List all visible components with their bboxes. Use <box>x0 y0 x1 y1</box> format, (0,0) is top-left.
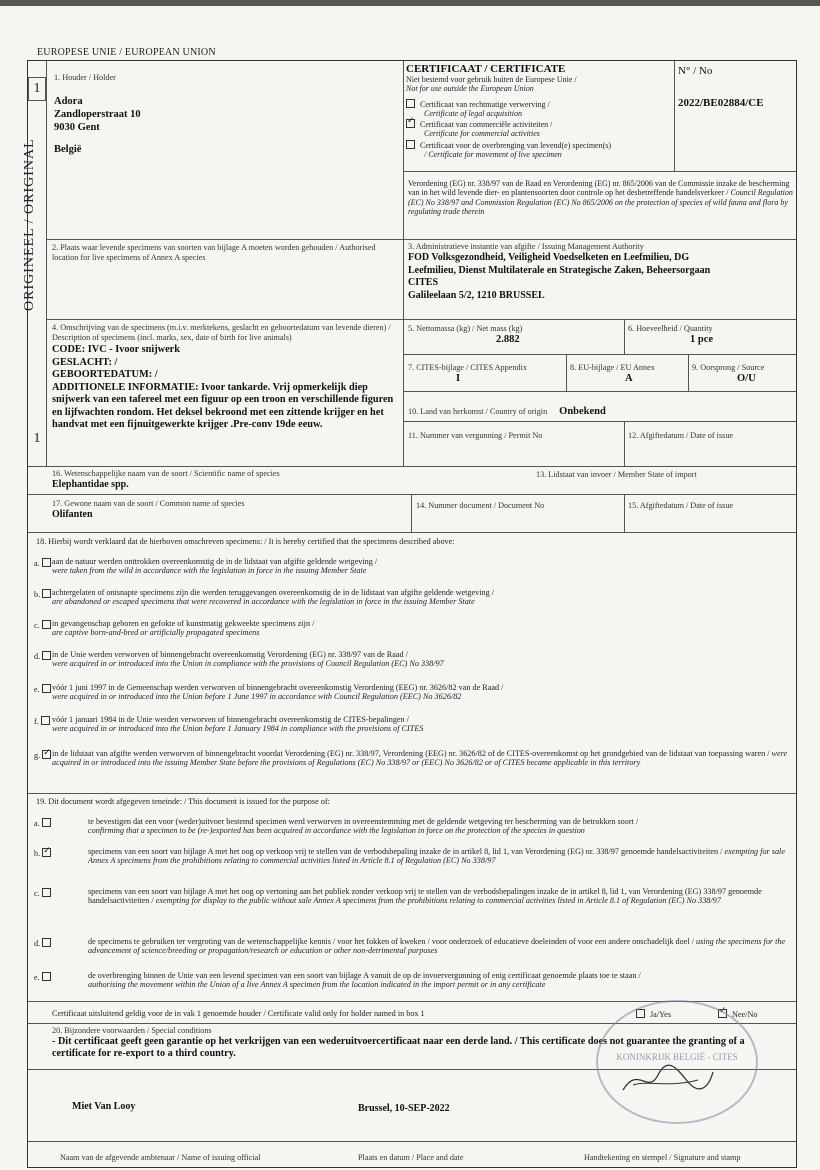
box-number-top: 1 <box>28 77 46 101</box>
holder-name: Adora <box>54 96 83 107</box>
checkbox-18a[interactable] <box>42 558 51 567</box>
scan-top-edge <box>0 0 820 6</box>
certificate-subtitle: Niet bestemd voor gebruik buiten de Europese Unie / <box>406 75 577 84</box>
checkbox-18b[interactable] <box>42 589 51 598</box>
regulation-text: Verordening (EG) nr. 338/97 van de Raad en Verordening (EG) nr. 865/2006 van de Commissie inzake de bescherming van in het wild levende dier- en plantensoorten door controle op het desbetreffende handelsverkeer / Council Regulation (EC) No 338/97 and Commission Regulation (EC) No 865/2006 on the protection of species of wild fauna and flora by regulating trade therein <box>408 179 793 216</box>
form-header: EUROPESE UNIE / EUROPEAN UNION <box>37 47 216 58</box>
box9-source: 9. Oorsprong / Source O/U <box>692 363 794 384</box>
holder-country: België <box>54 144 82 155</box>
signature-mark <box>618 1060 718 1100</box>
box5-mass: 5. Nettomassa (kg) / Net mass (kg) 2.882 <box>408 324 623 345</box>
line-h6 <box>403 421 796 422</box>
specimen-info: ADDITIONELE INFORMATIE: Ivoor tankarde. Vrij opmerkelijk diep snijwerk van een tafereel met een figuur op een troon en verschillende figuren en lijfwachten rondom. Het deksel bekroond met een zittende krijger en het handvat met een fijnuitgewerkte krijger .Pre-conv 19de eeuw. <box>52 381 394 430</box>
box3-authority <box>408 242 793 302</box>
box2-label: 2. Plaats waar levende specimens van soorten van bijlage A moeten worden gehouden / Authorised location for live specimens of Annex A species <box>52 243 376 262</box>
certificate-type-box <box>406 63 676 171</box>
place-and-date: Brussel, 10-SEP-2022 <box>358 1103 450 1114</box>
box1-label: 1. Houder / Holder <box>54 73 116 82</box>
box16-scientific: 16. Wetenschappelijke naam van de soort / Scientific name of species Elephantidae spp. <box>52 469 532 490</box>
special-conditions: - Dit certificaat geeft geen garantie op het verkrijgen van een wederuitvoercertificaat naar een derde land. / This certificate does not guarantee the granting of a certificate for re-export to a third country. <box>52 1036 745 1059</box>
checkbox-18e[interactable] <box>42 684 51 693</box>
box4-label: 4. Omschrijving van de specimens (m.i.v. merktekens, geslacht en geboortedatum van levende dieren) / Description of specimens (incl. marks, sex, date of birth for live animals) <box>52 323 391 342</box>
label-issuing-official: Naam van de afgevende ambtenaar / Name of issuing official <box>60 1153 261 1162</box>
holder-street: Zandloperstraat 10 <box>54 109 141 120</box>
eu-annex: A <box>625 373 633 384</box>
box3-label: 3. Administratieve instantie van afgifte / Issuing Management Authority <box>408 242 644 251</box>
checkbox-commercial-activities[interactable] <box>406 119 415 128</box>
cites-appendix: I <box>456 373 461 384</box>
certificate-subtitle-en: Not for use outside the European Union <box>406 84 534 94</box>
line-h14 <box>28 1141 796 1142</box>
label-signature: Handtekening en stempel / Signature and stamp <box>584 1153 741 1162</box>
checkbox-18f[interactable] <box>41 716 50 725</box>
validity-yes: Ja/Yes <box>636 1008 671 1019</box>
box4-description <box>52 323 399 432</box>
issuing-official: Miet Van Looy <box>72 1101 136 1112</box>
line-h8 <box>28 494 796 495</box>
number-divider <box>674 61 675 171</box>
line-h1 <box>403 171 796 172</box>
stamp-text: KONINKRIJK BELGIË - CITES <box>616 1052 738 1062</box>
certificate-option-2: ✓Certificaat van commerciële activiteiten / Certificate for commercial activities <box>406 118 676 139</box>
source: O/U <box>737 373 756 384</box>
holder-address <box>54 95 141 156</box>
box-number-bottom: 1 <box>33 431 41 446</box>
authority-address: FOD Volksgezondheid, Veiligheid Voedselketen en Leefmilieu, DG Leefmilieu, Dienst Multilaterale en Strategische Zaken, Beheersorgaan CITES Galileelaan 5/2, 1210 BRUSSEL <box>408 252 711 301</box>
specimen-sex: GESLACHT: / <box>52 356 118 368</box>
checkbox-18g[interactable] <box>42 750 51 759</box>
box20-conditions: 20. Bijzondere voorwaarden / Special conditions - Dit certificaat geeft geen garantie op het verkrijgen van een wederuitvoercertificaat naar een derde land. / This certificate does not guarantee the granting of a certificate for re-export to a third country. <box>52 1026 782 1060</box>
box1-holder <box>48 61 403 241</box>
certificate-form: 1 ORIGINEEL / ORIGINAL 1 1. Houder / Holder Adora Zandloperstraat 10 9030 Gent België CERTIFICAAT / CERTIFICATE Niet bestemd voor gebruik buiten de Europese Unie / Not for use outside the European Union Certificaat van rechtmatige verwerving / Certificate of legal acquisition ✓Certificaat van commerciële activiteiten / Certificate for commercial activities Certificaat voor de overbrenging van levend(e) specimen(s) / Certificate for movement of live specimen N° / No 2022/BE02884/CE Verordening (EG) nr. 338/97 van de Raad en Verordening (EG) nr. 865/2006 van de Commissie inzake de bescherming van in het wild levende dier- en plantensoorten door controle op het desbetreffende handelsverkeer / Council Regulation (EC) No 338/97 and Commission Regulation (EC) No 865/2006 on the protection of species of wild fauna and flora by regulating trade therein 2. Plaats waar levende specimens van soorten van bijlage A moeten worden gehouden / Authorised location for live specimens of Annex A species 3. Administratieve instantie van afgifte / Issuing Management Authority FOD Volksgezondheid, Veiligheid Voedselketen en Leefmilieu, DG Leefmilieu, Dienst Multilaterale en Strategische Zaken, Beheersorgaan CITES Galileelaan 5/2, 1210 BRUSSEL 4. Omschrijving van de specimens (m.i.v. merktekens, geslacht en geboortedatum van levende dieren) / Description of specimens (incl. marks, sex, date of birth for live animals) CODE: IVC - Ivoor snijwerk GESLACHT: / GEBOORTEDATUM: / ADDITIONELE INFORMATIE: Ivoor tankarde. Vrij opmerkelijk diep snijwerk van een tafereel met een figuur op een troon en verschillende figuren en lijfwachten rondom. Het deksel bekroond met een zittende krijger en het handvat met een fijnuitgewerkte krijger .Pre-conv 19de eeuw. 5. Nettomassa (kg) / Net mass (kg) 2.882 6. Hoeveelheid / Quantity 1 pce 7. CITES-bijlage / CITES Appendix I 8. EU-bijlage / EU Annex A 9. Oorsprong / Source O/U 10. Land van herkomst / Country of origin Onbekend 11. Nummer van vergunning / Permit No 12. Afgiftedatum / Date of issue 16. Wetenschappelijke naam van de soort / Scientific name of species Elephantidae spp. 13. Lidstaat van invoer / Member State of import 17. Gewone naam van de soort / Common name of species Olifanten 14. Nummer document / Document No 15. Afgiftedatum / Date of issue 18. Hierbij wordt verklaard dat de hierboven omschreven specimens: / It is hereby certified that the specimens described above: a. aan de natuur werden onttrokken overeenkomstig de in de lidstaat van afgifte geldende wetgeving / were taken from the wild in accordance with the legislation in force in the issuing Member State b. achtergelaten of ontsnapte specimens zijn die werden teruggevangen overeenkomstig de in de lidstaat van afgifte geldende wetgeving / are abandoned or escaped specimens that were recovered in accordance with the legislation in force in the issuing Member State c. in gevangenschap geboren en gefokte of kunstmatig gekweekte specimens zijn / are captive born-and-bred or artificially propagated specimens d. in de Unie werden verworven of binnengebracht overeenkomstig Verordening (EG) nr. 338/97 van de Raad / were acquired in or introduced into the Union in compliance with the provisions of Council Regulation (EC) No 338/97 e. vóór 1 juni 1997 in de Gemeenschap werden verworven of binnengebracht overeenkomstig Verordening (EEG) nr. 3626/82 van de Raad / were acquired in or introduced into the Union before 1 June 1997 in accordance with Council Regulation (EEC) No 3626/82 f. vóór 1 januari 1984 in de Unie werden verworven of binnengebracht overeenkomstig de CITES-bepalingen / were acquired in or introduced into the Union before 1 January 1984 in compliance with the provisions of CITES g. ✓ in de lidstaat van afgifte werden verworven of binnengebracht voordat Verordening (EG) nr. 338/97, Verordening (EEG) nr. 3626/82 of de CITES-overeenkomst op het grondgebied van de lidstaat van toepassing waren / were acquired in or introduced into the issuing Member State before the provisions of Regulations (EC) No 338/97 or (EEC) No 3626/82 or of CITES became applicable in this territory 19. Dit document wordt afgegeven teneinde: / This document is issued for the purpose of: a. te bevestigen dat een voor (weder)uitvoer bestemd specimen werd verworven in overeenstemming met de geldende wetgeving ter bescherming van de betrokken soort / confirming that a specimen to be (re-)exported has been acquired in accordance with the legislation in force on the protection of the species in question b. ✓ specimens van een soort van bijlage A met het oog op verkoop vrij te stellen van de verbodsbepaling inzake de in artikel 8, lid 1, van Verordening (EG) nr. 338/97 genoemde handelsactiviteiten / exempting for sale Annex A specimens from the prohibitions relating to commercial activities listed in Article 8.1 of Regulation (EC) No 338/97 c. specimens van een soort van bijlage A met het oog op vertoning aan het publiek zonder verkoop vrij te stellen van de verbodsbepalingen inzake de in artikel 8, lid 1, van Verordening (EG) 338/97 genoemde handelsactiviteiten / exempting for display to the public without sale Annex A specimens from the prohibitions relating to commercial activities listed in Article 8.1 of Regulation (EC) No 338/97 d. de specimens te gebruiken ter vergroting van de wetenschappelijke kennis / voor het fokken of kweken / voor onderzoek of educatieve doeleinden of voor een andere onschadelijk doel / using the specimens for the advancement of science/breeding or propagation/research or education or other non-detrimental purposes e. de overbrenging binnen de Unie van een levend specimen van een soort van bijlage A vanuit de op de invoervergunning of enig certificaat genoemde plaats toe te staan / authorising the movement within the Union of a live Annex A specimen from the location indicated in the import permit or in any certificate Certificaat uitsluitend geldig voor de in vak 1 genoemde houder / Certificate valid only for holder named in box 1 Ja/Yes ✓ Nee/No 20. Bijzondere voorwaarden / Special conditions - Dit certificaat geeft geen garantie op het verkrijgen van een wederuitvoercertificaat naar een derde land. / This certificate does not guarantee the granting of a certificate for re-export to a third country. Miet Van Looy Brussel, 10-SEP-2022 Naam van de afgevende ambtenaar / Name of issuing official Plaats en datum / Place and date Handtekening en stempel / Signature and stamp <box>27 60 797 1168</box>
line-h4 <box>403 354 796 355</box>
number-label: N° / No <box>678 65 713 77</box>
validity-text: Certificaat uitsluitend geldig voor de in vak 1 genoemde houder / Certificate valid only for holder named in box 1 <box>52 1009 425 1018</box>
box8-eu: 8. EU-bijlage / EU Annex A <box>570 363 688 384</box>
validity-no: ✓ Nee/No <box>718 1008 757 1019</box>
box13-member-state: 13. Lidstaat van invoer / Member State of import <box>536 470 697 479</box>
box14-document: 14. Nummer document / Document No <box>416 501 545 510</box>
specimen-code: CODE: IVC - Ivoor snijwerk <box>52 344 180 355</box>
net-mass: 2.882 <box>496 334 520 345</box>
line-h2 <box>46 239 796 240</box>
checkbox-18d[interactable] <box>42 651 51 660</box>
box10-origin: 10. Land van herkomst / Country of origin Onbekend <box>408 406 606 417</box>
divider-11-12 <box>624 421 625 466</box>
divider-17-14 <box>411 494 412 532</box>
certificate-option-3: Certificaat voor de overbrenging van levend(e) specimen(s) / Certificate for movement of live specimen <box>406 139 676 160</box>
checkbox-19c[interactable] <box>42 888 51 897</box>
box12-date: 12. Afgiftedatum / Date of issue <box>628 431 734 440</box>
line-h7 <box>28 466 796 467</box>
original-label: ORIGINEEL / ORIGINAL <box>22 138 37 311</box>
country-of-origin: Onbekend <box>559 406 606 417</box>
checkbox-19b[interactable] <box>42 848 51 857</box>
quantity: 1 pce <box>690 334 714 345</box>
common-name: Olifanten <box>52 509 93 520</box>
box11-permit: 11. Nummer van vergunning / Permit No <box>408 431 543 440</box>
specimen-birth: GEBOORTEDATUM: / <box>52 369 158 380</box>
box19-label: 19. Dit document wordt afgegeven teneinde: / This document is issued for the purpose of: <box>36 797 330 806</box>
divider-7-8 <box>566 354 567 391</box>
divider-5-6 <box>624 319 625 354</box>
mid-divider <box>403 61 404 466</box>
box18-label: 18. Hierbij wordt verklaard dat de hierboven omschreven specimens: / It is hereby certified that the specimens described above: <box>36 537 455 546</box>
certificate-number-box <box>678 65 793 109</box>
box6-quantity: 6. Hoeveelheid / Quantity 1 pce <box>628 324 793 345</box>
checkbox-legal-acquisition[interactable] <box>406 99 415 108</box>
checkbox-19d[interactable] <box>42 938 51 947</box>
checkbox-movement-live[interactable] <box>406 140 415 149</box>
line-h3 <box>46 319 796 320</box>
line-h5 <box>403 391 796 392</box>
left-divider <box>46 61 47 466</box>
checkbox-19a[interactable] <box>42 818 51 827</box>
holder-city: 9030 Gent <box>54 122 100 133</box>
line-h9 <box>28 532 796 533</box>
line-h10 <box>28 793 796 794</box>
divider-14-15 <box>624 494 625 532</box>
divider-8-9 <box>688 354 689 391</box>
certificate-number: 2022/BE02884/CE <box>678 97 764 109</box>
certificate-title: CERTIFICAAT / CERTIFICATE <box>406 63 566 75</box>
label-place-date: Plaats en datum / Place and date <box>358 1153 464 1162</box>
certificate-option-1: Certificaat van rechtmatige verwerving / Certificate of legal acquisition <box>406 98 676 119</box>
box15-date: 15. Afgiftedatum / Date of issue <box>628 501 734 510</box>
checkbox-18c[interactable] <box>42 620 51 629</box>
checkbox-19e[interactable] <box>42 972 51 981</box>
scientific-name: Elephantidae spp. <box>52 479 129 490</box>
box17-common: 17. Gewone naam van de soort / Common name of species Olifanten <box>52 499 412 520</box>
box7-cites: 7. CITES-bijlage / CITES Appendix I <box>408 363 563 384</box>
